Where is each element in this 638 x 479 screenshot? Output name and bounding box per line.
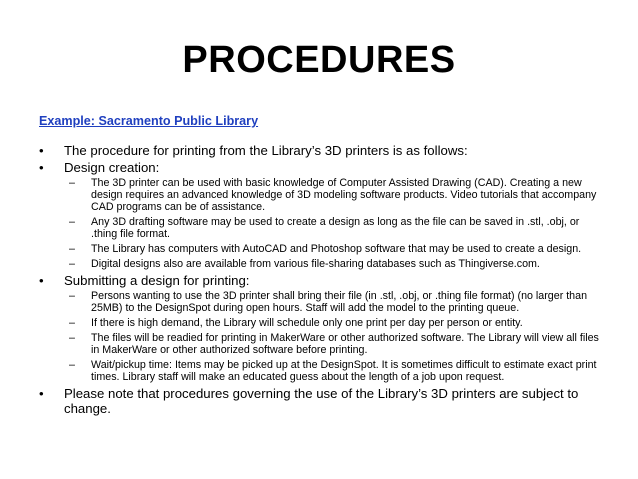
example-link[interactable]: Example: Sacramento Public Library — [39, 114, 259, 128]
bullet-marker: • — [39, 386, 44, 401]
sub-bullet-text: The 3D printer can be used with basic knowledge of Computer Assisted Drawing (CAD). Creating a new design requires an advanced knowledge of 3D modeling software products. Video tutorials that accompany CAD programs can be of assistance. — [91, 177, 597, 213]
bullet-item — [39, 143, 605, 158]
sub-bullet-text: Any 3D drafting software may be used to create a design as long as the file can be saved in .stl, .obj, or .thing file format. — [91, 216, 580, 240]
dash-marker: – — [69, 359, 75, 371]
sub-bullet-item — [39, 359, 605, 383]
sub-bullet-text: Wait/pickup time: Items may be picked up at the DesignSpot. It is sometimes difficult to estimate exact print times. Library staff will make an educated guess about the length of a job upon request. — [91, 359, 597, 383]
dash-marker: – — [69, 332, 75, 344]
sub-bullet-text: If there is high demand, the Library will schedule only one print per day per person or entity. — [91, 317, 523, 329]
bullet-marker: • — [39, 273, 44, 288]
dash-marker: – — [69, 216, 75, 228]
sub-bullet-item — [39, 290, 605, 314]
dash-marker: – — [69, 317, 75, 329]
sub-bullet-item — [39, 243, 605, 255]
dash-marker: – — [69, 243, 75, 255]
bullet-marker: • — [39, 143, 44, 158]
bullet-item — [39, 160, 605, 175]
bullet-text: Please note that procedures governing the use of the Library’s 3D printers are subject to change. — [64, 386, 579, 416]
sub-bullet-item — [39, 258, 605, 270]
sub-bullet-item — [39, 216, 605, 240]
bullet-item — [39, 273, 605, 288]
bullet-marker: • — [39, 160, 44, 175]
bullet-list — [39, 143, 605, 418]
bullet-text: Design creation: — [64, 160, 160, 175]
sub-bullet-item — [39, 317, 605, 329]
bullet-item — [39, 386, 605, 416]
dash-marker: – — [69, 177, 75, 189]
slide-title: PROCEDURES — [182, 39, 456, 81]
bullet-text: Submitting a design for printing: — [64, 273, 250, 288]
sub-bullet-text: Persons wanting to use the 3D printer shall bring their file (in .stl, .obj, or .thing file format) (no larger than 25MB) to the DesignSpot during open hours. Staff will add the model to the printing queue. — [91, 290, 588, 314]
sub-bullet-text: The Library has computers with AutoCAD and Photoshop software that may be used to create a design. — [91, 243, 582, 255]
sub-bullet-item — [39, 332, 605, 356]
sub-bullet-text: Digital designs also are available from various file-sharing databases such as Thingiverse.com. — [91, 258, 540, 270]
sub-bullet-list — [39, 177, 605, 270]
dash-marker: – — [69, 290, 75, 302]
sub-bullet-list — [39, 290, 605, 383]
sub-bullet-item — [39, 177, 605, 213]
bullet-text: The procedure for printing from the Library’s 3D printers is as follows: — [64, 143, 468, 158]
sub-bullet-text: The files will be readied for printing in MakerWare or other authorized software. The Library will view all files in MakerWare or other authorized software before printing. — [91, 332, 599, 356]
dash-marker: – — [69, 258, 75, 270]
